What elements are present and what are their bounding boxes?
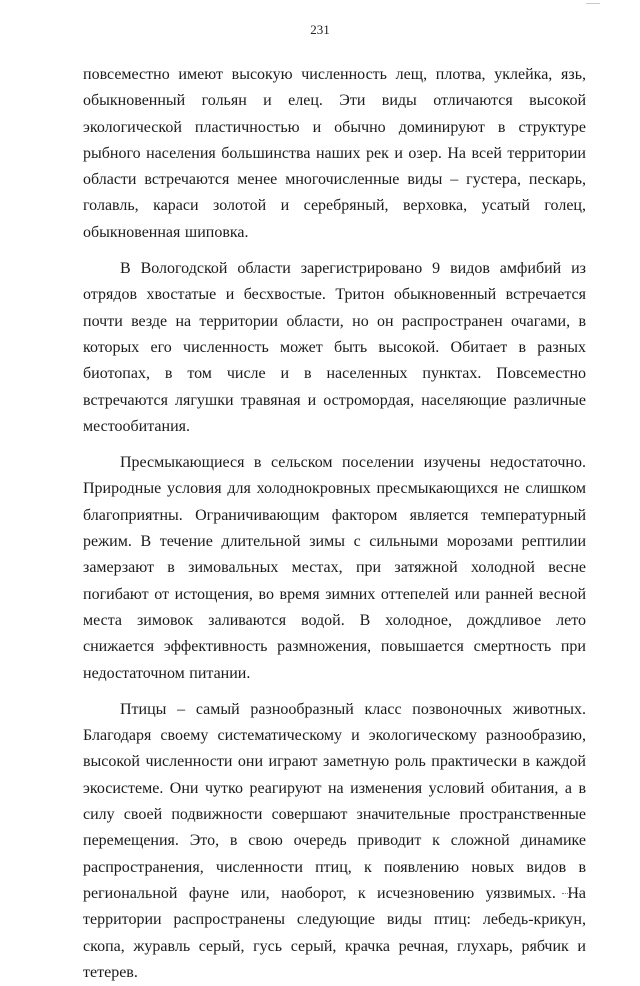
scan-edge-mark xyxy=(586,0,600,4)
paragraph-fish: повсеместно имеют высокую численность лещ, плотва, уклейка, язь, обыкновенный гольян и елец. Эти виды отличаются высокой экологической пластичностью и обычно доминируют в структуре рыбного населения большинства наших рек и озер. На всей территории области встречаются менее многочисленные виды – густера, пескарь, голавль, караси золотой и серебряный, верховка, усатый голец, обыкновенная шиповка. xyxy=(83,66,586,241)
page-body xyxy=(83,62,586,986)
scan-edge-mark-bottom xyxy=(562,893,580,897)
paragraph-birds: Птицы – самый разнообразный класс позвоночных животных. Благодаря своему систематическому и экологическому разнообразию, высокой численности они играют заметную роль практически в каждой экосистеме. Они чутко реагируют на изменения условий обитания, а в силу своей подвижности совершают значительные пространственные перемещения. Это, в свою очередь приводит к сложной динамике распространения, численности птиц, к появлению новых видов в региональной фауне или, наоборот, к исчезновению уязвимых. На территории распространены следующие виды птиц: лебедь-крикун, скопа, журавль серый, гусь серый, крачка речная, глухарь, рябчик и тетерев. xyxy=(83,700,586,981)
page-number: 231 xyxy=(310,22,330,37)
paragraph-reptiles: Пресмыкающиеся в сельском поселении изучены недостаточно. Природные условия для холоднокровных пресмыкающихся не слишком благоприятны. Ограничивающим фактором является температурный режим. В течение длительной зимы с сильными морозами рептилии замерзают в зимовальных местах, при затяжной холодной весне погибают от истощения, во время зимних оттепелей или ранней весной места зимовок заливаются водой. В холодное, дождливое лето снижается эффективность размножения, повышается смертность при недостаточном питании. xyxy=(83,454,586,682)
paragraph-amphibians: В Вологодской области зарегистрировано 9 видов амфибий из отрядов хвостатые и бесхвостые. Тритон обыкновенный встречается почти везде на территории области, но он распространен очагами, в которых его численность может быть высокой. Обитает в разных биотопах, в том числе и в населенных пунктах. Повсеместно встречаются лягушки травяная и остромордая, населяющие различные местообитания. xyxy=(83,260,586,435)
